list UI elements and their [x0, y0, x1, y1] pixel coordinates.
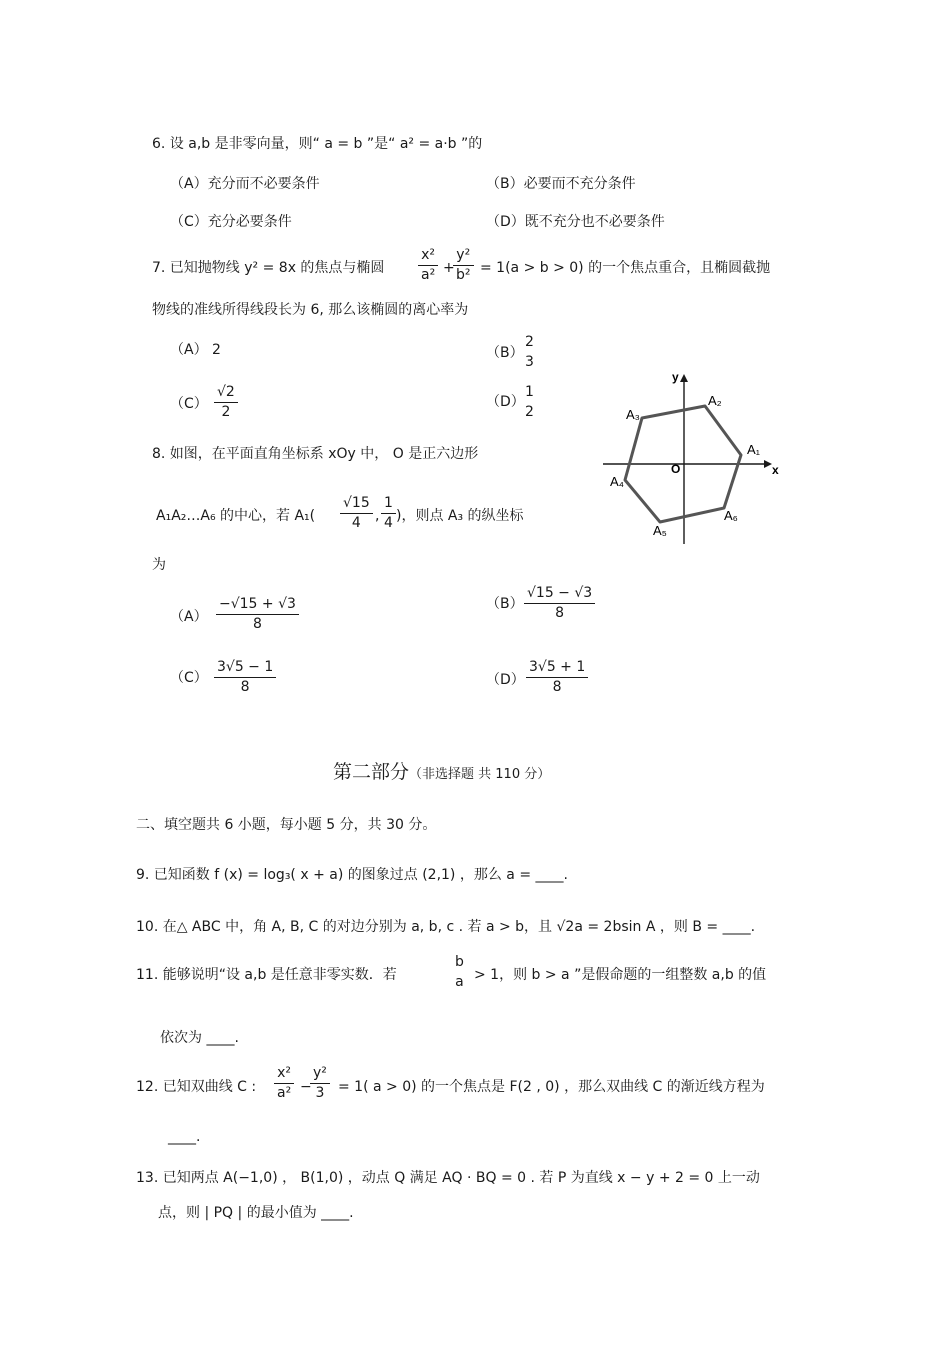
- q10: 10. 在△ ABC 中，角 A, B, C 的对边分别为 a, b, c . 若 a > b，且 √2a = 2bsin A ，则 B = ____.: [136, 919, 756, 935]
- part2-title: 第二部分: [333, 761, 410, 783]
- vertex-a6-label: A₆: [724, 508, 738, 523]
- q6-option-a: （A）充分而不必要条件: [170, 176, 320, 192]
- q12-x-fraction: x² a²: [274, 1065, 294, 1102]
- q12-before: 12. 已知双曲线 C :: [136, 1079, 257, 1095]
- q7-ellipse-plus: +: [443, 260, 455, 276]
- q7-option-d-letter: （D）: [486, 394, 525, 410]
- q7-option-d-fraction: 1 2: [525, 384, 534, 420]
- part2-subtitle: （非选择题 共 110 分）: [409, 767, 551, 782]
- q12-y-fraction: y² 3: [310, 1065, 330, 1102]
- q11-line2: 依次为 ____.: [160, 1030, 239, 1046]
- q7-option-b-letter: （B）: [486, 345, 524, 361]
- vertex-a2-label: A₂: [708, 393, 722, 408]
- q7-option-c-letter: （C）: [170, 396, 208, 412]
- q7-option-c-fraction: √2 2: [214, 384, 238, 421]
- q8-coordinate-comma: ,: [375, 508, 380, 524]
- q7-ellipse-x-fraction: x² a²: [418, 247, 438, 284]
- q7-option-b-fraction: 2 3: [525, 334, 534, 370]
- q6-stem: 6. 设 a,b 是非零向量，则“ a = b ”是“ a² = a⋅b ”的: [152, 136, 483, 152]
- q12-after: = 1( a > 0) 的一个焦点是 F(2 , 0) ，那么双曲线 C 的渐近线方程为: [338, 1079, 765, 1095]
- q8-option-a-letter: （A）: [170, 609, 208, 625]
- axis-x-label: x: [772, 463, 779, 477]
- q8-stem-line3: 为: [152, 557, 166, 573]
- q8-stem-line1: 8. 如图，在平面直角坐标系 xOy 中， O 是正六边形: [152, 446, 479, 462]
- q8-option-c-letter: （C）: [170, 670, 208, 686]
- q7-stem-line2: 物线的准线所得线段长为 6, 那么该椭圆的离心率为: [152, 302, 469, 318]
- q6-option-b: （B）必要而不充分条件: [486, 176, 636, 192]
- hexagon-figure: [600, 368, 785, 548]
- q8-option-a-fraction: −√15 + √3 8: [216, 596, 299, 633]
- q9: 9. 已知函数 f (x) = log₃( x + a) 的图象过点 (2,1) ，那么 a = ____.: [136, 867, 568, 883]
- q7-option-a: （A） 2: [170, 342, 221, 358]
- vertex-a5-label: A₅: [653, 523, 667, 538]
- q12-minus: −: [300, 1079, 312, 1095]
- y-axis-arrow: [680, 374, 688, 382]
- q8-coordinate-y: 1 4: [381, 495, 396, 532]
- q11-fraction: b a: [455, 954, 464, 990]
- origin-label: O: [671, 462, 681, 476]
- q11-after: > 1，则 b > a ”是假命题的一组整数 a,b 的值: [474, 967, 767, 983]
- q8-stem-line2-a: A₁A₂…A₆ 的中心，若 A₁(: [156, 508, 316, 524]
- axis-y-label: y: [672, 370, 679, 384]
- section2-instruction: 二、填空题共 6 小题，每小题 5 分，共 30 分。: [136, 817, 437, 833]
- q7-stem-before: 7. 已知抛物线 y² = 8x 的焦点与椭圆: [152, 260, 385, 276]
- q11-before: 11. 能够说明“设 a,b 是任意非零实数．若: [136, 967, 397, 983]
- q13-line1: 13. 已知两点 A(−1,0) ， B(1,0) ，动点 Q 满足 AQ ⋅ BQ = 0 . 若 P 为直线 x − y + 2 = 0 上一动: [136, 1170, 760, 1186]
- part2-heading: [333, 760, 550, 787]
- q8-option-c-fraction: 3√5 − 1 8: [214, 659, 276, 696]
- q6-option-d: （D）既不充分也不必要条件: [486, 214, 665, 230]
- q8-option-b-fraction: √15 − √3 8: [524, 585, 595, 622]
- q8-option-d-fraction: 3√5 + 1 8: [526, 659, 588, 696]
- q12-line2: ____.: [168, 1129, 201, 1145]
- q8-option-b-letter: （B）: [486, 596, 524, 612]
- q6-option-c: （C）充分必要条件: [170, 214, 292, 230]
- q7-ellipse-y-fraction: y² b²: [453, 247, 474, 284]
- q8-option-d-letter: （D）: [486, 672, 525, 688]
- vertex-a4-label: A₄: [610, 474, 624, 489]
- vertex-a1-label: A₁: [747, 442, 761, 457]
- q8-coordinate-x: √15 4: [340, 495, 373, 532]
- q8-stem-line2-b: )，则点 A₃ 的纵坐标: [396, 508, 524, 524]
- q13-line2: 点，则 | PQ | 的最小值为 ____.: [158, 1205, 354, 1221]
- q7-stem-after: = 1(a > b > 0) 的一个焦点重合，且椭圆截抛: [480, 260, 771, 276]
- x-axis-arrow: [764, 460, 772, 468]
- vertex-a3-label: A₃: [626, 407, 640, 422]
